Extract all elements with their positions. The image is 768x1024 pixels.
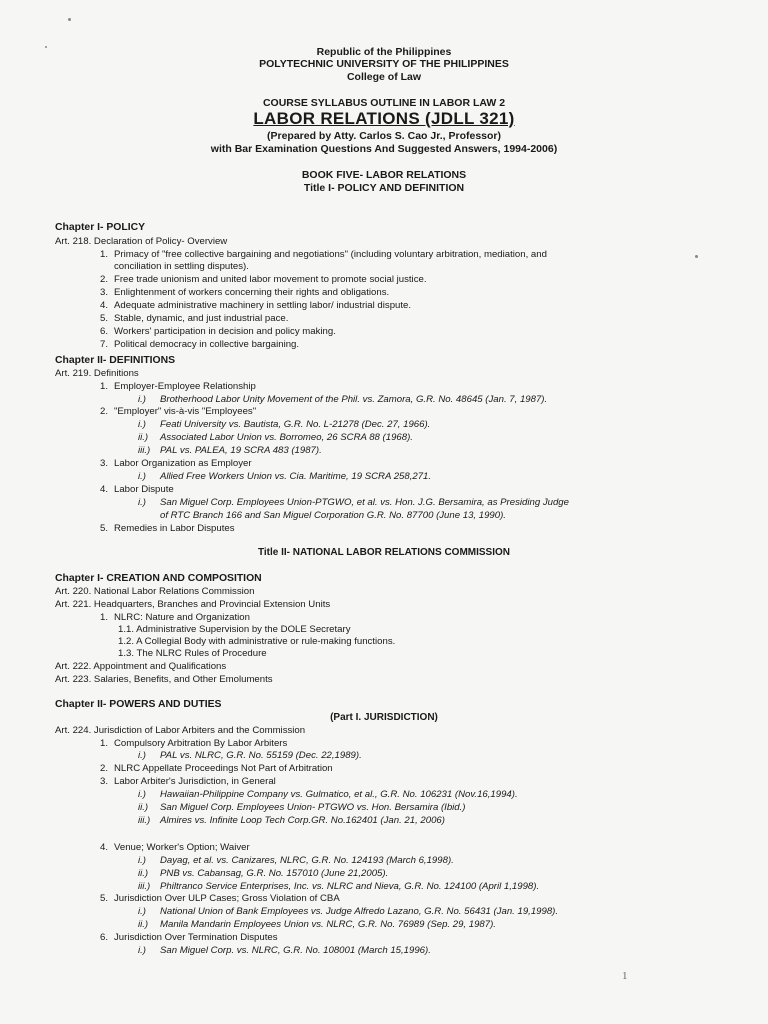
list-item: 2. "Employer" vis-à-vis "Employees" [99,406,257,417]
course-title: LABOR RELATIONS (JDLL 321) [253,109,515,128]
list-item: 4. Labor Dispute [99,484,174,495]
list-item: 4. Venue; Worker's Option; Waiver [99,842,250,853]
scan-speck [695,255,698,258]
case-citation: iii.) Philtranco Service Enterprises, Inc. vs. NLRC and Nieva, G.R. No. 124100 (April 1,1998). [138,881,540,892]
case-citation: ii.) San Miguel Corp. Employees Union- PTGWO vs. Hon. Bersamira (Ibid.) [138,802,466,813]
list-item: 2. Free trade unionism and united labor movement to promote social justice. [99,274,427,285]
article-line: Art. 220. National Labor Relations Commission [55,586,255,597]
list-item: 3. Labor Organization as Employer [99,458,252,469]
title-ii-heading: Title II- NATIONAL LABOR RELATIONS COMMISSION [257,547,511,558]
list-item: 1. NLRC: Nature and Organization [99,612,250,623]
republic-line: Republic of the Philippines [316,46,452,58]
university-name: POLYTECHNIC UNIVERSITY OF THE PHILIPPINES [259,58,509,70]
list-item: conciliation in settling disputes). [114,261,249,272]
article-line: Art. 222. Appointment and Qualifications [55,661,227,672]
article-line: Art. 219. Definitions [55,368,139,379]
list-item: 5. Stable, dynamic, and just industrial pace. [99,313,289,324]
bar-exam-note: with Bar Examination Questions And Suggested Answers, 1994-2006) [210,143,558,155]
list-item: 7. Political democracy in collective bargaining. [99,339,300,350]
chapter-heading: Chapter I- CREATION AND COMPOSITION [55,573,262,584]
case-citation: i.) San Miguel Corp. Employees Union-PTGWO, et al. vs. Hon. J.G. Bersamira, as Presiding Judge [138,497,569,508]
case-citation: i.) Dayag, et al. vs. Canizares, NLRC, G.R. No. 124193 (March 6,1998). [138,855,454,866]
article-line: Art. 218. Declaration of Policy- Overview [55,236,228,247]
book-heading: BOOK FIVE- LABOR RELATIONS [301,169,467,181]
list-item: 6. Workers' participation in decision and policy making. [99,326,336,337]
article-line: Art. 221. Headquarters, Branches and Provincial Extension Units [55,599,331,610]
case-citation: ii.) Associated Labor Union vs. Borromeo, 26 SCRA 88 (1968). [138,432,413,443]
list-item: 3. Labor Arbiter's Jurisdiction, in General [99,776,276,787]
article-line: Art. 224. Jurisdiction of Labor Arbiters and the Commission [55,725,306,736]
case-citation: ii.) Manila Mandarin Employees Union vs. NLRC, G.R. No. 76989 (Sep. 29, 1987). [138,919,496,930]
case-citation: i.) National Union of Bank Employees vs. Judge Alfredo Lazano, G.R. No. 56431 (Jan. 19,1998). [138,906,559,917]
sub-item: 1.3. The NLRC Rules of Procedure [118,648,267,659]
title-heading: Title I- POLICY AND DEFINITION [303,182,465,194]
case-citation: i.) San Miguel Corp. vs. NLRC, G.R. No. 108001 (March 15,1996). [138,945,431,956]
case-citation: i.) Feati University vs. Bautista, G.R. No. L-21278 (Dec. 27, 1966). [138,419,431,430]
case-citation: i.) PAL vs. NLRC, G.R. No. 55159 (Dec. 22,1989). [138,750,362,761]
case-citation: i.) Brotherhood Labor Unity Movement of the Phil. vs. Zamora, G.R. No. 48645 (Jan. 7, 1987). [138,394,548,405]
list-item: 3. Enlightenment of workers concerning their rights and obligations. [99,287,390,298]
prepared-by: (Prepared by Atty. Carlos S. Cao Jr., Professor) [267,130,501,142]
article-line: Art. 223. Salaries, Benefits, and Other Emoluments [55,674,273,685]
sub-item: 1.1. Administrative Supervision by the DOLE Secretary [118,624,351,635]
case-citation: iii.) Almires vs. Infinite Loop Tech Corp.GR. No.162401 (Jan. 21, 2006) [138,815,445,826]
scan-speck [45,46,47,48]
list-item: 1. Compulsory Arbitration By Labor Arbiters [99,738,288,749]
case-citation: iii.) PAL vs. PALEA, 19 SCRA 483 (1987). [138,445,322,456]
college-name: College of Law [346,71,422,83]
syllabus-heading: COURSE SYLLABUS OUTLINE IN LABOR LAW 2 [262,97,506,109]
list-item: 4. Adequate administrative machinery in settling labor/ industrial dispute. [99,300,412,311]
list-item: 1. Employer-Employee Relationship [99,381,256,392]
sub-item: 1.2. A Collegial Body with administrative or rule-making functions. [118,636,396,647]
part-heading: (Part I. JURISDICTION) [330,712,438,723]
chapter-heading: Chapter II- DEFINITIONS [55,355,176,366]
case-citation: ii.) PNB vs. Cabansag, G.R. No. 157010 (June 21,2005). [138,868,389,879]
page-number: 1 [622,970,628,982]
list-item: 5. Remedies in Labor Disputes [99,523,235,534]
chapter-heading: Chapter I- POLICY [55,222,146,233]
case-citation: i.) Allied Free Workers Union vs. Cia. Maritime, 19 SCRA 258,271. [138,471,432,482]
case-citation: i.) Hawaiian-Philippine Company vs. Gulmatico, et al., G.R. No. 106231 (Nov.16,1994). [138,789,518,800]
list-item: 1. Primacy of "free collective bargaining and negotiations" (including voluntary arbitration, mediation, and [99,249,547,260]
case-citation-continued: of RTC Branch 166 and San Miguel Corporation G.R. No. 87700 (June 13, 1990). [160,510,506,521]
list-item: 2. NLRC Appellate Proceedings Not Part of Arbitration [99,763,333,774]
chapter-heading: Chapter II- POWERS AND DUTIES [55,699,222,710]
list-item: 6. Jurisdiction Over Termination Disputes [99,932,278,943]
list-item: 5. Jurisdiction Over ULP Cases; Gross Violation of CBA [99,893,340,904]
scan-speck [68,18,71,21]
